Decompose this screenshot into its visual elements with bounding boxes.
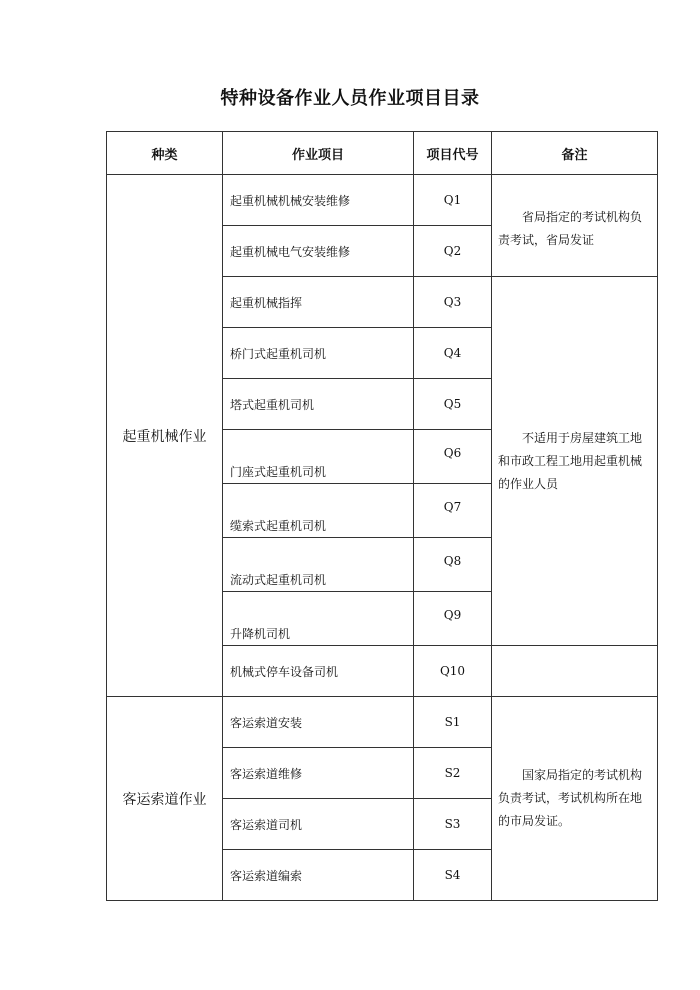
note-text: 不适用于房屋建筑工地和市政工程工地用起重机械的作业人员 <box>498 430 643 491</box>
header-category: 种类 <box>107 132 223 175</box>
code-cell: S4 <box>414 850 492 901</box>
header-note: 备注 <box>492 132 658 175</box>
header-item: 作业项目 <box>223 132 414 175</box>
item-cell: 缆索式起重机司机 <box>223 484 414 538</box>
code-cell: Q7 <box>414 484 492 538</box>
category-cell: 起重机械作业 <box>107 175 223 697</box>
code-cell: S3 <box>414 799 492 850</box>
note-cell <box>492 277 658 646</box>
item-cell: 桥门式起重机司机 <box>223 328 414 379</box>
item-cell: 起重机械指挥 <box>223 277 414 328</box>
job-items-table <box>106 131 658 901</box>
document-title: 特种设备作业人员作业项目目录 <box>220 88 480 109</box>
code-cell: Q10 <box>414 646 492 697</box>
item-cell: 起重机械机械安装维修 <box>223 175 414 226</box>
item-cell: 升降机司机 <box>223 592 414 646</box>
code-cell: Q5 <box>414 379 492 430</box>
table-header-row <box>107 132 658 175</box>
item-cell: 流动式起重机司机 <box>223 538 414 592</box>
category-cell: 客运索道作业 <box>107 697 223 901</box>
code-cell: Q9 <box>414 592 492 646</box>
code-cell: Q3 <box>414 277 492 328</box>
item-cell: 客运索道安装 <box>223 697 414 748</box>
code-cell: S2 <box>414 748 492 799</box>
item-cell: 塔式起重机司机 <box>223 379 414 430</box>
code-cell: Q4 <box>414 328 492 379</box>
code-cell: Q2 <box>414 226 492 277</box>
note-cell <box>492 697 658 901</box>
item-cell: 起重机械电气安装维修 <box>223 226 414 277</box>
item-cell: 机械式停车设备司机 <box>223 646 414 697</box>
note-text: 国家局指定的考试机构负责考试，考试机构所在地的市局发证。 <box>498 768 643 828</box>
item-cell: 客运索道维修 <box>223 748 414 799</box>
code-cell: Q8 <box>414 538 492 592</box>
item-cell: 客运索道司机 <box>223 799 414 850</box>
header-code: 项目代号 <box>414 132 492 175</box>
note-cell <box>492 646 658 697</box>
table-row <box>107 697 658 748</box>
note-cell <box>492 175 658 277</box>
item-cell: 客运索道编索 <box>223 850 414 901</box>
code-cell: Q1 <box>414 175 492 226</box>
item-cell: 门座式起重机司机 <box>223 430 414 484</box>
table-row <box>107 175 658 226</box>
note-text: 省局指定的考试机构负责考试，省局发证 <box>498 210 643 247</box>
code-cell: S1 <box>414 697 492 748</box>
code-cell: Q6 <box>414 430 492 484</box>
